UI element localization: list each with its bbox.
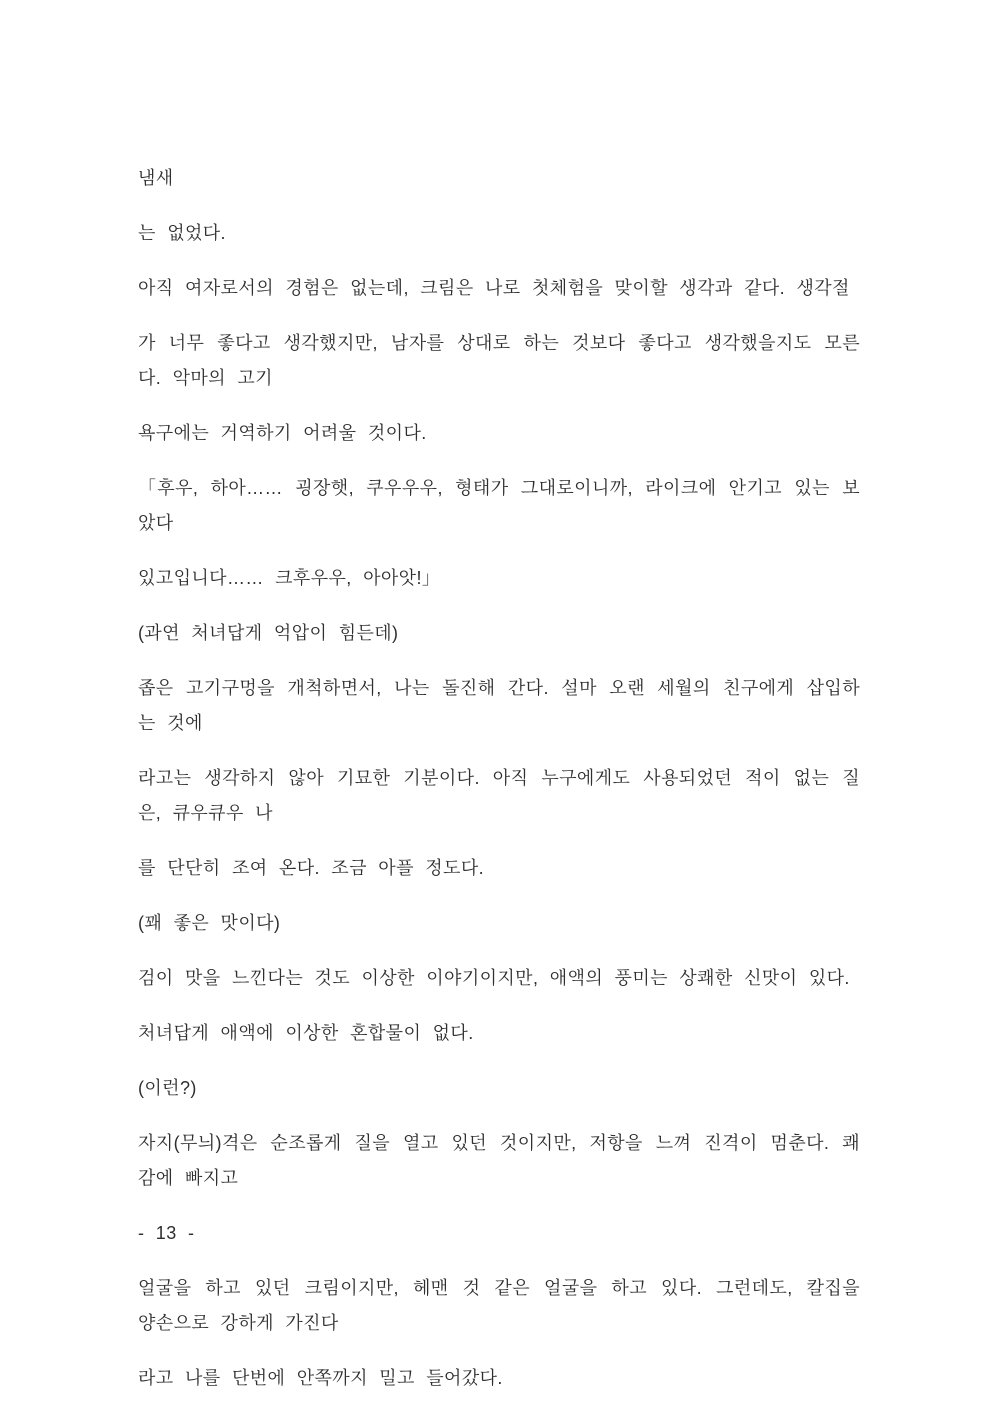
paragraph: 있고입니다…… 크후우우, 아아앗!」 — [138, 568, 441, 588]
paragraph: 라고 나를 단번에 안쪽까지 밀고 들어갔다. — [138, 1368, 503, 1388]
paragraph: 검이 맛을 느낀다는 것도 이상한 이야기이지만, 애액의 풍미는 상쾌한 신맛이 있다. — [138, 968, 850, 988]
paragraph: 얼굴을 하고 있던 크림이지만, 헤맨 것 같은 얼굴을 하고 있다. 그런데도, 칼집을 양손으로 강하게 가진다 — [138, 1278, 860, 1333]
paragraph: (과연 처녀답게 억압이 힘든데) — [138, 623, 399, 643]
paragraph: (꽤 좋은 맛이다) — [138, 913, 281, 933]
paragraph: (이런?) — [138, 1078, 197, 1098]
paragraph: 처녀답게 애액에 이상한 혼합물이 없다. — [138, 1023, 474, 1043]
paragraph: 아직 여자로서의 경험은 없는데, 크림은 나로 첫체험을 맞이할 생각과 같다. 생각절 — [138, 278, 850, 298]
paragraph: 욕구에는 거역하기 어려울 것이다. — [138, 423, 427, 443]
paragraph: 좁은 고기구멍을 개척하면서, 나는 돌진해 간다. 설마 오랜 세월의 친구에게 삽입하는 것에 — [138, 678, 860, 733]
paragraph: 「후우, 하아…… 굉장햇, 쿠우우우, 형태가 그대로이니까, 라이크에 안기고 있는 보았다 — [138, 478, 860, 533]
paragraph: 를 단단히 조여 온다. 조금 아플 정도다. — [138, 858, 485, 878]
paragraph: 라고는 생각하지 않아 기묘한 기분이다. 아직 누구에게도 사용되었던 적이 없는 질은, 큐우큐우 나 — [138, 768, 860, 823]
paragraph: 는 없었다. — [138, 223, 226, 243]
page-number: - 13 - — [138, 1223, 195, 1243]
paragraph: 자지(무늬)격은 순조롭게 질을 열고 있던 것이지만, 저항을 느껴 진격이 멈춘다. 쾌감에 빠지고 — [138, 1133, 860, 1188]
paragraph: 가 너무 좋다고 생각했지만, 남자를 상대로 하는 것보다 좋다고 생각했을지도 모른다. 악마의 고기 — [138, 333, 860, 388]
paragraph: 냄새 — [138, 168, 174, 188]
